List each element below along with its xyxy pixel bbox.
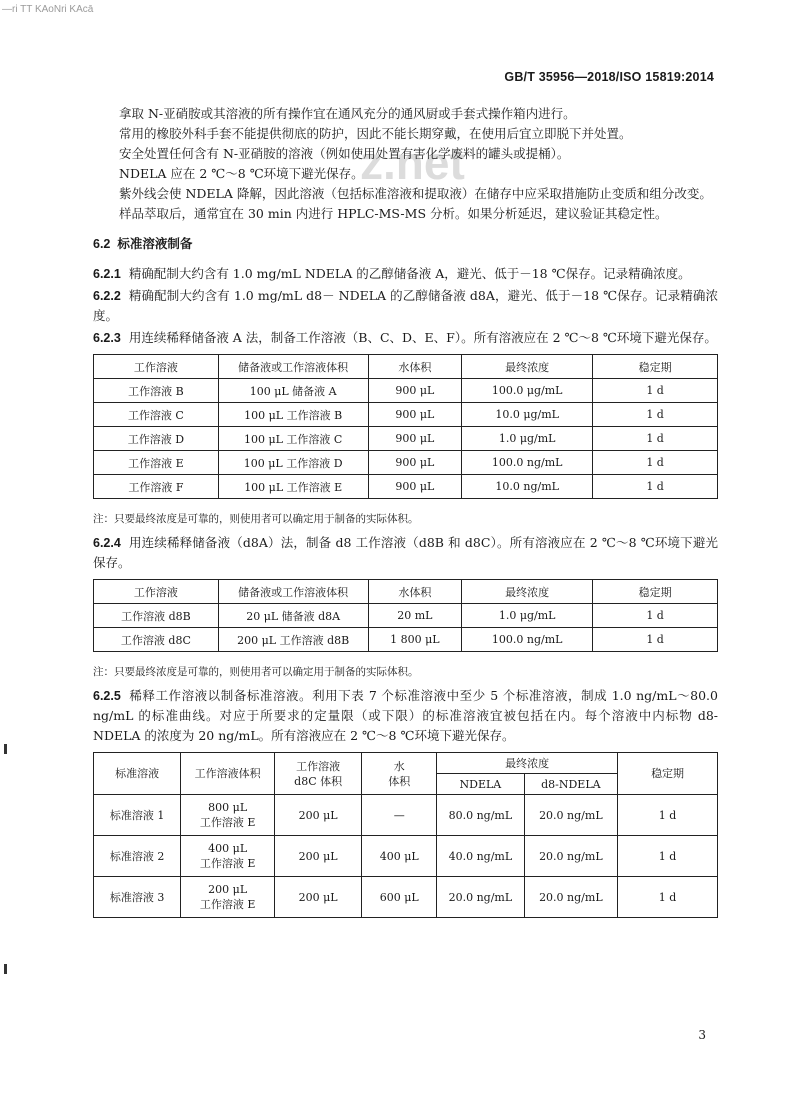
table-note: 注：只要最终浓度是可靠的，则使用者可以确定用于制备的实际体积。 bbox=[93, 666, 419, 678]
table-cell: 100 μL 工作溶液 B bbox=[218, 403, 368, 427]
cell-line: 工作溶液 E bbox=[199, 816, 256, 829]
intro-paragraph: 安全处置任何含有 N-亚硝胺的溶液（例如使用处置有害化学废料的罐头或提桶）。 bbox=[119, 146, 570, 161]
col-header: 标准溶液 bbox=[94, 753, 181, 795]
table-row bbox=[94, 379, 718, 403]
clause-6-2-2 bbox=[93, 286, 718, 326]
section-number: 6.2 bbox=[93, 237, 111, 251]
table-cell bbox=[181, 877, 275, 918]
table-header-row bbox=[94, 355, 718, 379]
working-solution-table bbox=[93, 354, 718, 499]
scan-edge-mark bbox=[4, 744, 7, 754]
clause-text: 用连续稀释储备液 A 法，制备工作溶液（B、C、D、E、F）。所有溶液应在 2 ℃～8 ℃环境下避光保存。 bbox=[128, 330, 717, 345]
col-header bbox=[274, 753, 361, 795]
table-cell: 100.0 ng/mL bbox=[462, 451, 593, 475]
col-header: 水体积 bbox=[368, 580, 462, 604]
table-cell: — bbox=[362, 795, 437, 836]
table-cell: 1 d bbox=[593, 427, 718, 451]
table-cell: 900 μL bbox=[368, 427, 462, 451]
table-cell: 100.0 μg/mL bbox=[462, 379, 593, 403]
table-note: 注：只要最终浓度是可靠的，则使用者可以确定用于制备的实际体积。 bbox=[93, 513, 419, 525]
clause-text: 稀释工作溶液以制备标准溶液。利用下表 7 个标准溶液中至少 5 个标准溶液，制成 1.0 ng/mL～80.0 ng/mL 的标准曲线。对应于所要求的定量限（或下限）的标准溶液宜被包括在内。每个溶液中内标物 d8-NDELA 的浓度为 20 ng/mL。所有溶液应在 2 ℃～8 ℃环境下避光保存。 bbox=[93, 688, 718, 743]
table-header-row bbox=[94, 580, 718, 604]
table-cell: 200 μL 工作溶液 d8B bbox=[218, 628, 368, 652]
table-cell: 1 d bbox=[618, 836, 718, 877]
table-cell: 1.0 μg/mL bbox=[462, 604, 593, 628]
table-cell: 1 d bbox=[593, 628, 718, 652]
table-row bbox=[94, 403, 718, 427]
page-body bbox=[93, 104, 718, 918]
table-cell: 900 μL bbox=[368, 403, 462, 427]
table-cell bbox=[181, 795, 275, 836]
col-header-line: 水 bbox=[393, 759, 405, 773]
col-header-line: d8C 体积 bbox=[294, 774, 343, 788]
table-cell: 20.0 ng/mL bbox=[524, 795, 618, 836]
table-cell: 工作溶液 d8B bbox=[94, 604, 219, 628]
table-cell: 100 μL 工作溶液 E bbox=[218, 475, 368, 499]
intro-paragraph: 拿取 N-亚硝胺或其溶液的所有操作宜在通风充分的通风厨或手套式操作箱内进行。 bbox=[119, 106, 576, 121]
table-cell: 工作溶液 d8C bbox=[94, 628, 219, 652]
table-cell: 工作溶液 C bbox=[94, 403, 219, 427]
table-cell: 1 d bbox=[593, 379, 718, 403]
cell-line: 工作溶液 E bbox=[199, 898, 256, 911]
col-header: 工作溶液 bbox=[94, 355, 219, 379]
table-cell: 标准溶液 2 bbox=[94, 836, 181, 877]
standard-solution-table bbox=[93, 752, 718, 918]
col-header: 最终浓度 bbox=[462, 580, 593, 604]
table-cell: 20 mL bbox=[368, 604, 462, 628]
table-row bbox=[94, 451, 718, 475]
col-header: 工作溶液体积 bbox=[181, 753, 275, 795]
table-cell: 20 μL 储备液 d8A bbox=[218, 604, 368, 628]
col-header bbox=[362, 753, 437, 795]
col-header: NDELA bbox=[437, 774, 524, 795]
scan-corner-text: —ri TT KAoNri KAcā bbox=[2, 4, 94, 15]
table-cell: 1 d bbox=[593, 403, 718, 427]
col-header: 水体积 bbox=[368, 355, 462, 379]
table-cell: 100 μL 工作溶液 C bbox=[218, 427, 368, 451]
table-row bbox=[94, 604, 718, 628]
table-cell: 10.0 μg/mL bbox=[462, 403, 593, 427]
clause-text: 精确配制大约含有 1.0 mg/mL NDELA 的乙醇储备液 A，避光、低于－18 ℃保存。记录精确浓度。 bbox=[128, 266, 691, 281]
intro-paragraph: NDELA 应在 2 ℃～8 ℃环境下避光保存。 bbox=[119, 166, 364, 181]
table-cell: 200 μL bbox=[274, 877, 361, 918]
table-cell: 40.0 ng/mL bbox=[437, 836, 524, 877]
intro-paragraph: 样品萃取后，通常宜在 30 min 内进行 HPLC-MS-MS 分析。如果分析延迟，建议验证其稳定性。 bbox=[119, 206, 668, 221]
clause-number: 6.2.1 bbox=[93, 267, 121, 281]
table-cell: 900 μL bbox=[368, 379, 462, 403]
table-cell: 1.0 μg/mL bbox=[462, 427, 593, 451]
table-cell: 200 μL bbox=[274, 836, 361, 877]
table-cell: 20.0 ng/mL bbox=[524, 877, 618, 918]
table-cell: 1 d bbox=[618, 877, 718, 918]
col-header: 稳定期 bbox=[593, 355, 718, 379]
col-header: 稳定期 bbox=[593, 580, 718, 604]
table-cell: 100 μL 储备液 A bbox=[218, 379, 368, 403]
table-cell: 900 μL bbox=[368, 475, 462, 499]
clause-6-2-5 bbox=[93, 686, 718, 746]
clause-6-2-3 bbox=[93, 328, 718, 348]
d8-working-solution-table bbox=[93, 579, 718, 652]
clause-number: 6.2.5 bbox=[93, 689, 121, 703]
table-cell: 100.0 ng/mL bbox=[462, 628, 593, 652]
cell-line: 800 μL bbox=[208, 801, 248, 814]
clause-number: 6.2.2 bbox=[93, 289, 121, 303]
table-cell: 标准溶液 3 bbox=[94, 877, 181, 918]
intro-paragraph: 常用的橡胶外科手套不能提供彻底的防护，因此不能长期穿戴，在使用后宜立即脱下并处置。 bbox=[119, 126, 632, 141]
table-cell: 600 μL bbox=[362, 877, 437, 918]
col-header: 储备液或工作溶液体积 bbox=[218, 355, 368, 379]
table-cell: 1 d bbox=[618, 795, 718, 836]
col-header: 最终浓度 bbox=[437, 753, 618, 774]
table-cell: 100 μL 工作溶液 D bbox=[218, 451, 368, 475]
clause-number: 6.2.4 bbox=[93, 536, 121, 550]
col-header-line: 体积 bbox=[388, 774, 411, 788]
section-heading-6-2 bbox=[93, 234, 718, 254]
table-cell: 1 800 μL bbox=[368, 628, 462, 652]
table-cell: 20.0 ng/mL bbox=[437, 877, 524, 918]
table-row bbox=[94, 475, 718, 499]
table-row bbox=[94, 795, 718, 836]
col-header: 储备液或工作溶液体积 bbox=[218, 580, 368, 604]
clause-text: 用连续稀释储备液（d8A）法，制备 d8 工作溶液（d8B 和 d8C）。所有溶液应在 2 ℃～8 ℃环境下避光保存。 bbox=[93, 535, 718, 570]
table-row bbox=[94, 877, 718, 918]
table-cell: 标准溶液 1 bbox=[94, 795, 181, 836]
table-cell: 工作溶液 E bbox=[94, 451, 219, 475]
page-number: 3 bbox=[698, 1028, 706, 1042]
table-cell: 20.0 ng/mL bbox=[524, 836, 618, 877]
cell-line: 工作溶液 E bbox=[199, 857, 256, 870]
table-cell: 200 μL bbox=[274, 795, 361, 836]
cell-line: 200 μL bbox=[208, 883, 248, 896]
table-cell bbox=[181, 836, 275, 877]
col-header: d8-NDELA bbox=[524, 774, 618, 795]
col-header-line: 工作溶液 bbox=[296, 759, 341, 773]
table-cell: 工作溶液 B bbox=[94, 379, 219, 403]
col-header: 稳定期 bbox=[618, 753, 718, 795]
section-title: 标准溶液制备 bbox=[117, 237, 193, 251]
table-cell: 10.0 ng/mL bbox=[462, 475, 593, 499]
table-cell: 1 d bbox=[593, 604, 718, 628]
scan-edge-mark bbox=[4, 964, 7, 974]
clause-6-2-1 bbox=[93, 264, 718, 284]
watermark: z.net bbox=[360, 137, 465, 189]
col-header: 最终浓度 bbox=[462, 355, 593, 379]
table-cell: 1 d bbox=[593, 451, 718, 475]
table-cell: 400 μL bbox=[362, 836, 437, 877]
intro-paragraph: 紫外线会使 NDELA 降解，因此溶液（包括标准溶液和提取液）在储存中应采取措施防止变质和组分改变。 bbox=[119, 186, 712, 201]
table-row bbox=[94, 628, 718, 652]
table-cell: 工作溶液 F bbox=[94, 475, 219, 499]
clause-text: 精确配制大约含有 1.0 mg/mL d8－ NDELA 的乙醇储备液 d8A，避光、低于－18 ℃保存。记录精确浓度。 bbox=[93, 288, 718, 323]
table-cell: 900 μL bbox=[368, 451, 462, 475]
clause-6-2-4 bbox=[93, 533, 718, 573]
table-cell: 80.0 ng/mL bbox=[437, 795, 524, 836]
col-header: 工作溶液 bbox=[94, 580, 219, 604]
table-row bbox=[94, 836, 718, 877]
standard-number-header: GB/T 35956—2018/ISO 15819:2014 bbox=[504, 70, 714, 84]
clause-number: 6.2.3 bbox=[93, 331, 121, 345]
table-cell: 1 d bbox=[593, 475, 718, 499]
table-row bbox=[94, 427, 718, 451]
table-cell: 工作溶液 D bbox=[94, 427, 219, 451]
intro-block bbox=[93, 104, 718, 224]
table-header-row bbox=[94, 753, 718, 774]
cell-line: 400 μL bbox=[208, 842, 248, 855]
